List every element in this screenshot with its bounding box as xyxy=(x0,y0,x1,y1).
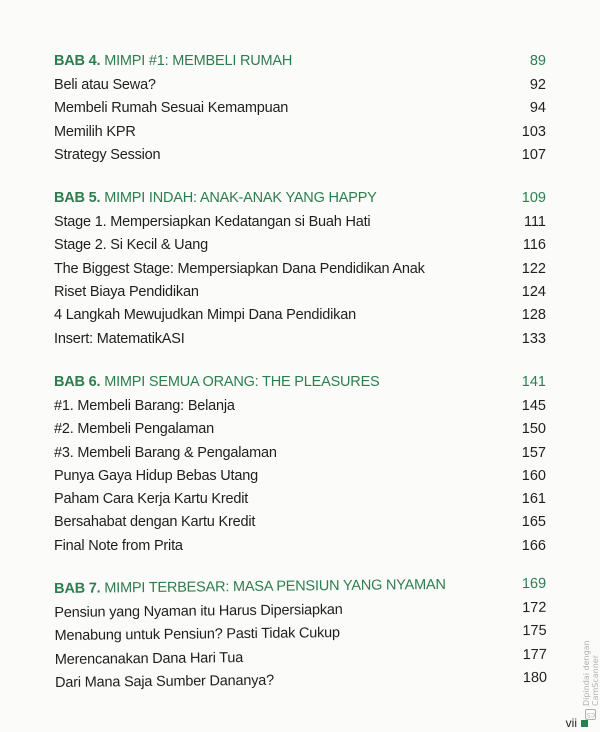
entry-page-number: 166 xyxy=(521,537,546,554)
entry-title: #2. Membeli Pengalaman xyxy=(54,421,215,438)
entry-title: Pensiun yang Nyaman itu Harus Dipersiapkan xyxy=(54,602,343,622)
toc-entry xyxy=(54,418,546,441)
entry-page-number: 133 xyxy=(521,330,546,347)
page-footer xyxy=(566,716,588,730)
entry-title: Beli atau Sewa? xyxy=(54,77,156,93)
chapter-heading xyxy=(54,185,546,211)
entry-title: Bersahabat dengan Kartu Kredit xyxy=(54,514,256,531)
chapter-page-number: 109 xyxy=(521,190,546,207)
entry-page-number: 116 xyxy=(522,237,546,254)
entry-title: #3. Membeli Barang & Pengalaman xyxy=(54,444,277,461)
chapter-heading xyxy=(54,369,546,395)
table-of-contents xyxy=(54,48,546,713)
chapter-page-number: 169 xyxy=(521,575,547,593)
entry-page-number: 180 xyxy=(522,669,548,687)
toc-entry xyxy=(55,667,547,695)
entry-page-number: 157 xyxy=(521,444,546,461)
entry-title: Memilih KPR xyxy=(54,123,136,140)
entry-page-number: 124 xyxy=(521,284,546,301)
entry-title: The Biggest Stage: Mempersiapkan Dana Pendidikan Anak xyxy=(54,260,425,277)
scanner-label: Dipindai dengan CamScanner xyxy=(582,640,600,706)
page-number-label: vii xyxy=(565,716,577,730)
entry-page-number: 145 xyxy=(521,397,546,414)
entry-page-number: 161 xyxy=(521,491,546,508)
entry-title: Strategy Session xyxy=(54,146,161,163)
toc-entry xyxy=(54,97,546,120)
entry-page-number: 150 xyxy=(521,421,546,438)
chapter-heading xyxy=(54,48,546,74)
entry-title: Dari Mana Saja Sumber Dananya? xyxy=(55,672,275,691)
chapter-heading-text: MIMPI INDAH: ANAK-ANAK YANG HAPPY xyxy=(104,190,377,207)
chapter-page-number: 89 xyxy=(529,53,546,69)
scanner-watermark xyxy=(584,600,598,720)
toc-entry xyxy=(54,121,546,144)
entry-title: Insert: MatematikASI xyxy=(54,330,185,347)
toc-entry xyxy=(54,234,546,257)
entry-title: Stage 2. Si Kecil & Uang xyxy=(54,237,208,254)
toc-entry xyxy=(54,488,546,511)
chapter-5 xyxy=(54,185,546,351)
chapter-page-number: 141 xyxy=(521,373,546,390)
chapter-title xyxy=(54,369,380,395)
chapter-number: BAB 7. xyxy=(54,580,101,598)
entry-page-number: 103 xyxy=(521,123,546,140)
toc-entry xyxy=(54,511,546,534)
chapter-number: BAB 6. xyxy=(54,373,101,390)
entry-page-number: 107 xyxy=(521,146,546,163)
toc-entry xyxy=(54,535,546,558)
chapter-title xyxy=(54,572,446,602)
entry-page-number: 165 xyxy=(521,514,546,531)
toc-entry xyxy=(54,281,546,304)
entry-title: Merencanakan Dana Hari Tua xyxy=(54,649,244,668)
entry-title: 4 Langkah Mewujudkan Mimpi Dana Pendidikan xyxy=(54,307,356,324)
entry-page-number: 94 xyxy=(529,100,546,117)
entry-title: Menabung untuk Pensiun? Pasti Tidak Cukup xyxy=(54,625,340,645)
chapter-6 xyxy=(54,369,546,558)
toc-entry xyxy=(54,465,546,488)
entry-page-number: 160 xyxy=(521,467,546,484)
entry-title: Riset Biaya Pendidikan xyxy=(54,284,199,301)
entry-page-number: 172 xyxy=(522,599,547,617)
toc-entry xyxy=(54,258,546,281)
entry-page-number: 122 xyxy=(521,260,546,277)
chapter-heading-text: MIMPI SEMUA ORANG: THE PLEASURES xyxy=(104,373,380,390)
entry-title: Final Note from Prita xyxy=(54,537,183,554)
chapter-heading-text: MIMPI TERBESAR: MASA PENSIUN YANG NYAMAN xyxy=(104,576,446,597)
chapter-number: BAB 4. xyxy=(54,53,101,69)
camscanner-icon: CS xyxy=(587,711,595,718)
green-square-icon xyxy=(581,720,588,727)
chapter-number: BAB 5. xyxy=(54,190,101,207)
chapter-4 xyxy=(54,48,546,167)
toc-entry xyxy=(54,144,546,167)
entry-title: Membeli Rumah Sesuai Kemampuan xyxy=(54,100,289,117)
entry-page-number: 128 xyxy=(521,307,546,324)
toc-entry xyxy=(54,304,546,327)
chapter-title xyxy=(54,48,292,74)
toc-entry xyxy=(54,395,546,418)
entry-title: Stage 1. Mempersiapkan Kedatangan si Buah Hati xyxy=(54,214,371,231)
toc-entry xyxy=(54,74,546,97)
entry-page-number: 111 xyxy=(523,214,546,231)
chapter-heading-text: MIMPI #1: MEMBELI RUMAH xyxy=(104,53,293,69)
entry-page-number: 175 xyxy=(522,623,547,640)
toc-entry xyxy=(54,211,546,234)
chapter-7 xyxy=(54,571,547,695)
entry-title: Punya Gaya Hidup Bebas Utang xyxy=(54,467,258,484)
entry-title: Paham Cara Kerja Kartu Kredit xyxy=(54,491,249,508)
entry-page-number: 92 xyxy=(529,77,546,93)
toc-entry xyxy=(54,442,546,465)
toc-entry xyxy=(54,328,546,351)
entry-page-number: 177 xyxy=(522,646,547,663)
chapter-title xyxy=(54,185,377,211)
entry-title: #1. Membeli Barang: Belanja xyxy=(54,397,235,414)
